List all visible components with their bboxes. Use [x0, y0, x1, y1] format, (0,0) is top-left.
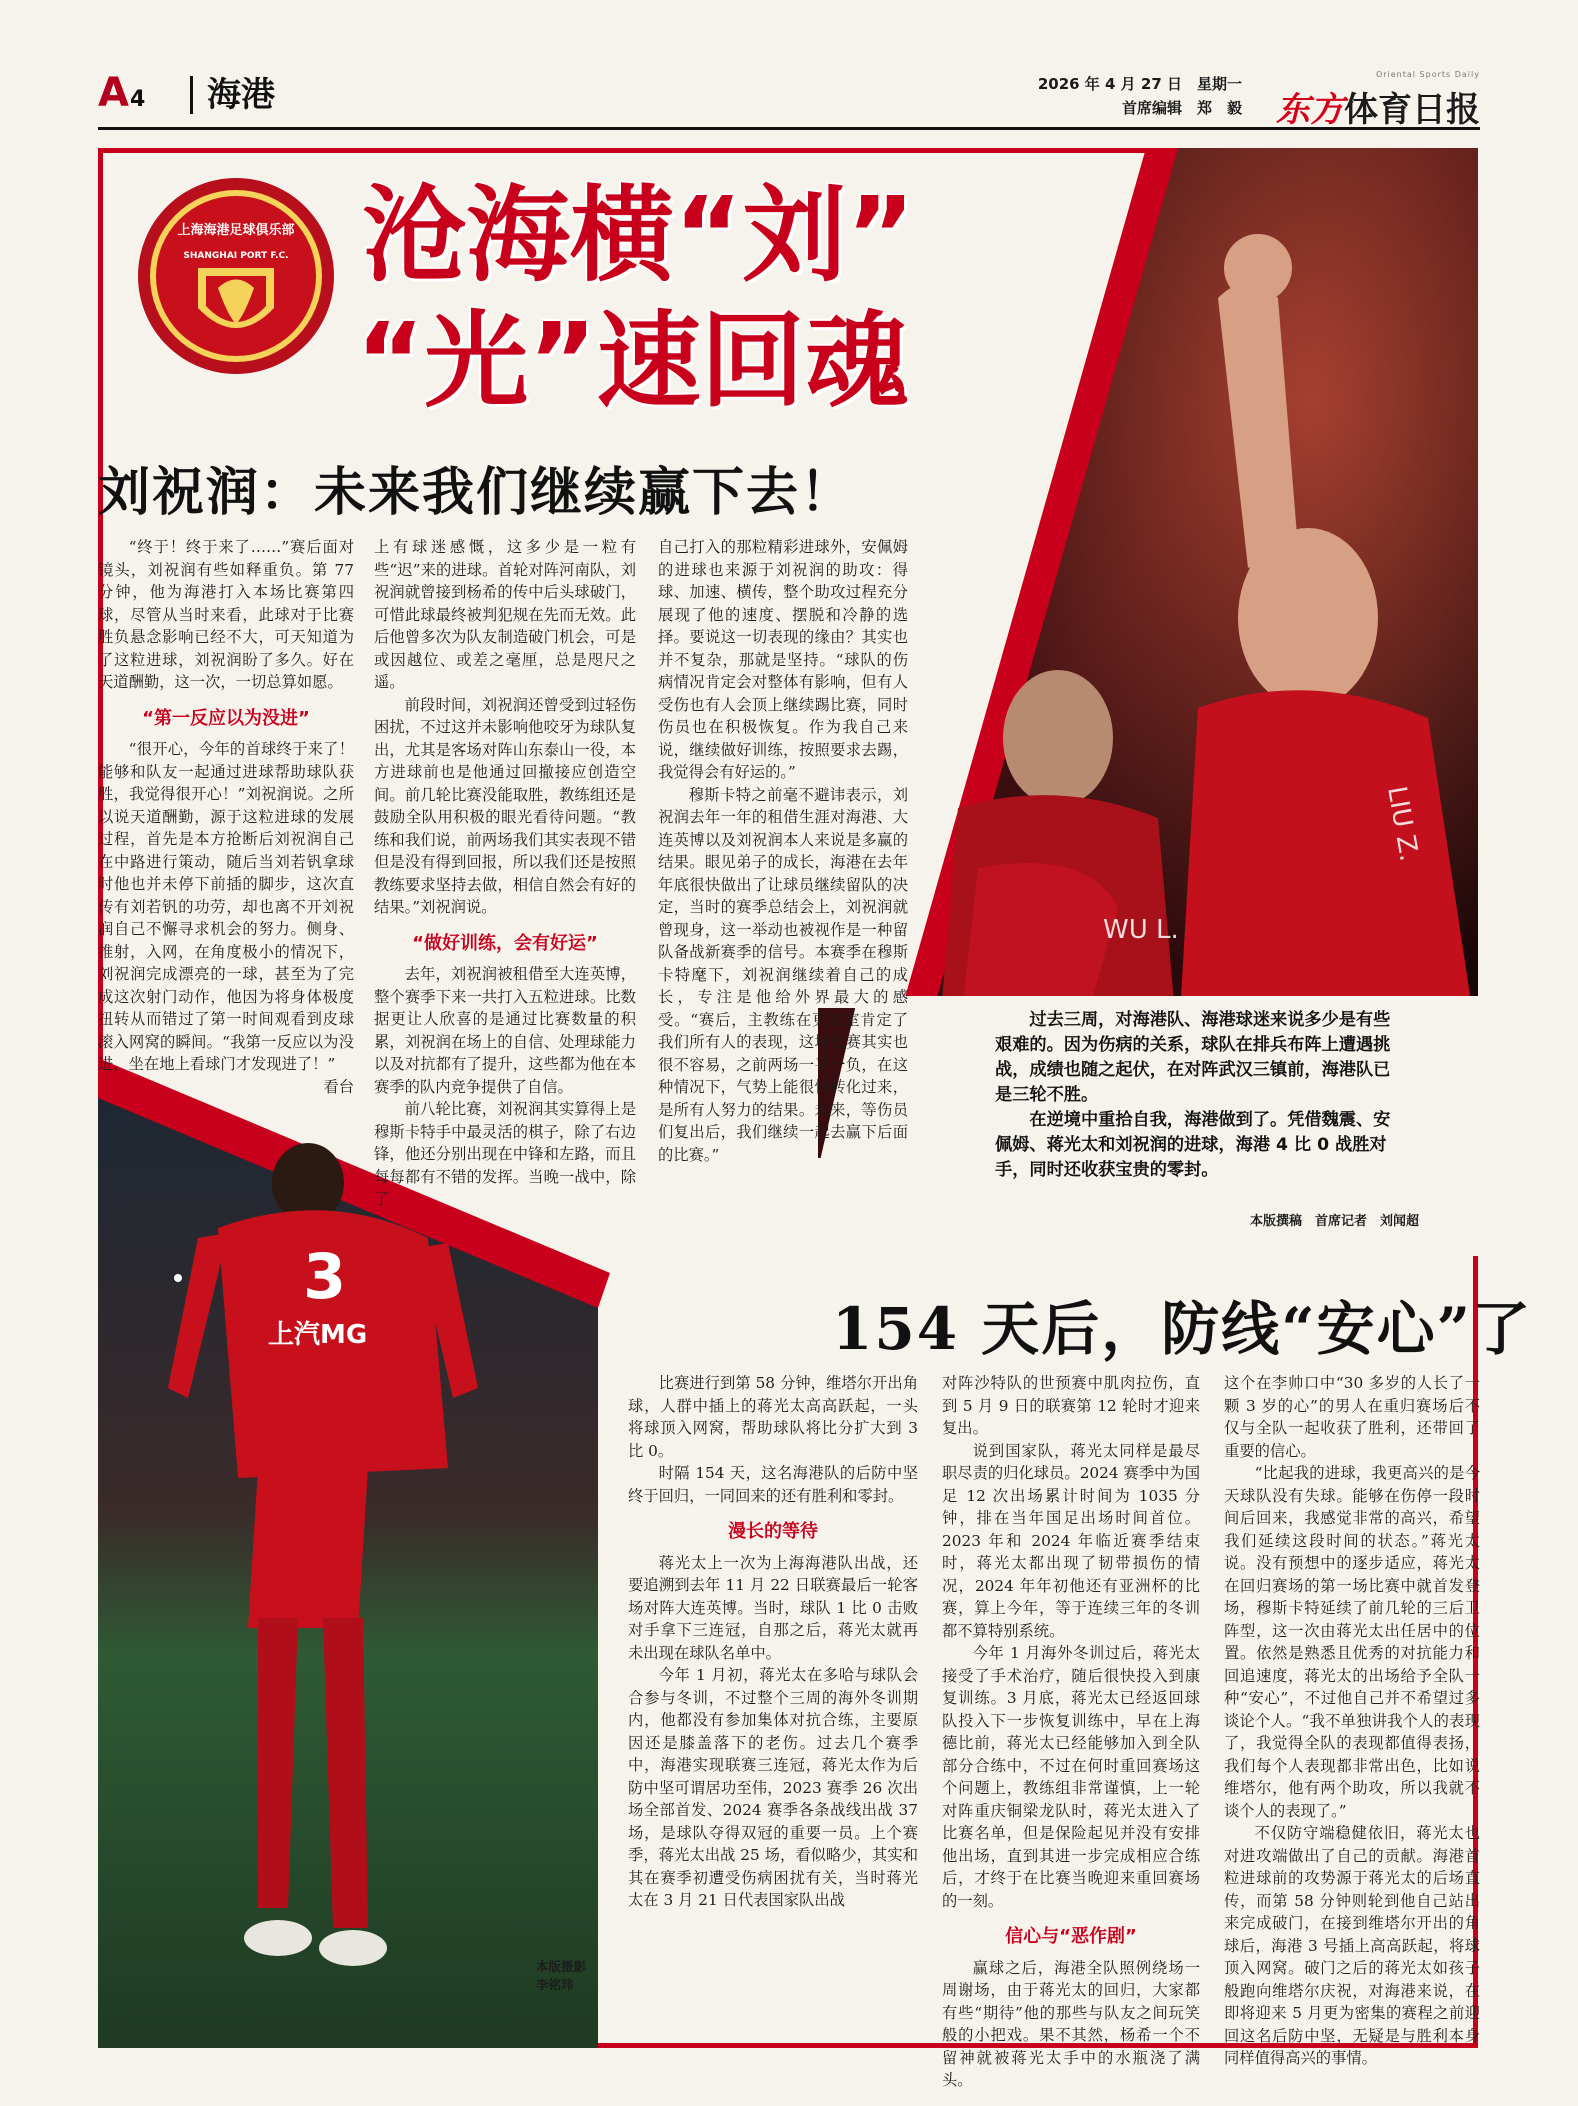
paragraph: 不仅防守端稳健依旧，蒋光太也对进攻端做出了自己的贡献。海港首粒进球前的攻势源于蒋光太的后场直传，而第 58 分钟则轮到他自己站出来完成破门，在接到维塔尔开出的角球后，海港 3 号插上高高跃起，将球顶入网窝。破门之后的蒋光太如孩子般跑向维塔尔庆祝，对海港来说，在即将迎来 5 月更为密集的赛程之前迎回这名后防中坚，无疑是与胜利本身同样值得高兴的事情。: [1224, 1824, 1480, 2067]
svg-text:WU L.: WU L.: [1103, 915, 1179, 945]
intro-box: [995, 1008, 1403, 1183]
paragraph: 蒋光太上一次为上海海港队出战，还要追溯到去年 11 月 22 日联赛最后一轮客场对阵大连英博。当时，球队 1 比 0 击败对手拿下三连冠，自那之后，蒋光太就再未出现在球队名单中。: [628, 1553, 918, 1662]
paragraph: 这个在李帅口中“30 多岁的人长了一颗 3 岁的心”的男人在重归赛场后不仅与全队一起收获了胜利，还带回了重要的信心。: [1224, 1374, 1480, 1460]
paragraph: “比起我的进球，我更高兴的是今天球队没有失球。能够在伤停一段时间后回来，我感觉非常的高兴，希望我们延续这段时间的状态。”蒋光太说。没有预想中的逐步适应，蒋光太在回归赛场的第一场比赛中就首发登场，穆斯卡特延续了前几轮的三后卫阵型，这一次由蒋光太出任居中的位置。依然是熟悉且优秀的对抗能力和回追速度，蒋光太的出场给予全队一种“安心”，不过他自己并不希望过多谈论个人。“我不单独讲我个人的表现了，我觉得全队的表现都值得表扬，我们每个人表现都非常出色，比如说维塔尔，他有两个助攻，所以我就不谈个人的表现了。”: [1224, 1464, 1480, 1820]
svg-text:3: 3: [303, 1240, 347, 1313]
subhead: “第一反应以为没进”: [142, 707, 310, 729]
paragraph: 前八轮比赛，刘祝润其实算得上是穆斯卡特手中最灵活的棋子，除了右边锋，他还分别出现在中锋和左路，而且每每都有不错的发挥。当晚一战中，除了: [374, 1100, 636, 1208]
headline-line-1: 沧海横“刘”: [362, 174, 915, 296]
article2-title: 154 天后，防线“安心”了: [832, 1295, 1532, 1363]
page-number-digit: 4: [129, 87, 145, 112]
article1-title: 刘祝润：未来我们继续赢下去！: [98, 462, 855, 523]
newspaper-logo: [1256, 70, 1480, 130]
badge-bottom-text: SHANGHAI PORT F.C.: [183, 251, 289, 261]
masthead: [98, 68, 1480, 130]
photo-credit-name: 李铭玮: [536, 1977, 574, 1992]
club-badge: [136, 176, 336, 376]
subhead: “做好训练，会有好运”: [412, 932, 598, 954]
logo-chinese: [1276, 82, 1480, 131]
paragraph: 赢球之后，海港全队照例绕场一周谢场，由于蒋光太的回归，大家都有些“期待”他的那些与队友之间玩笑般的小把戏。果不其然，杨希一个不留神就被蒋光太手中的水瓶浇了满头。: [942, 1958, 1200, 2089]
paragraph: 时隔 154 天，这名海港队的后防中坚终于回归，一同回来的还有胜利和零封。: [628, 1464, 918, 1505]
subhead: 漫长的等待: [728, 1521, 818, 1542]
photo-credit-label: 本版摄影: [536, 1959, 587, 1974]
paragraph: 今年 1 月海外冬训过后，蒋光太接受了手术治疗，随后很快投入到康复训练。3 月底，蒋光太已经返回球队投入下一步恢复训练中，早在上海德比前，蒋光太已经能够加入到全队部分合练中，不过在何时重回赛场这个问题上，教练组非常谨慎，上一轮对阵重庆铜梁龙队时，蒋光太进入了比赛名单，但是保险起见并没有安排他出场，直到其进一步完成相应合练后，才终于在比赛当晚迎来重回赛场的一刻。: [942, 1644, 1200, 1910]
page-number: [98, 70, 144, 116]
date-editor-block: [1038, 72, 1242, 120]
paragraph: 今年 1 月初，蒋光太在多哈与球队会合参与冬训，不过整个三周的海外冬训期内，他都没有参加集体对抗合练，主要原因还是膝盖落下的老伤。过去几个赛季中，海港实现联赛三连冠，蒋光太作为后防中坚可谓居功至伟，2023 赛季 26 次出场全部首发、2024 赛季各条战线出战 37 场，是球队夺得双冠的重要一员。上个赛季，蒋光太出战 25 场，看似略少，其实和其在赛季初遭受伤病困扰有关，当时蒋光太在 3 月 21 日代表国家队出战: [628, 1666, 918, 1909]
article1-column-3: [658, 536, 908, 1166]
svg-text:LIU Z.: LIU Z.: [1381, 784, 1424, 864]
article2-column-2: [942, 1372, 1200, 2092]
photo-credit: [536, 1958, 616, 1994]
article2-column-1: [628, 1372, 918, 1912]
intro-paragraph: 过去三周，对海港队、海港球迷来说多少是有些艰难的。因为伤病的关系，球队在排兵布阵上遭遇挑战，成绩也随之起伏，在对阵武汉三镇前，海港队已是三轮不胜。: [995, 1010, 1391, 1105]
paragraph: 自己打入的那粒精彩进球外，安佩姆的进球也来源于刘祝润的助攻：得球、加速、横传，整个助攻过程充分展现了他的速度、摆脱和冷静的选择。要说这一切表现的缘由？其实也并不复杂，那就是坚持。“球队的伤病情况肯定会对整体有影响，但有人受伤也有人会顶上继续踢比赛，同时伤员也在积极恢复。作为我自己来说，继续做好训练，按照要求去踢，我觉得会有好运的。”: [658, 538, 908, 781]
section-title: 海港: [190, 76, 275, 114]
article1-column-2: [374, 536, 636, 1211]
paragraph: “终于！终于来了……”赛后面对镜头，刘祝润有些如释重负。第 77 分钟，他为海港打入本场比赛第四球，尽管从当时来看，此球对于比赛胜负悬念影响已经不大，可天知道为了这粒进球，刘祝润盼了多久。好在天道酬勤，这一次，一切总算如愿。: [98, 538, 354, 691]
article1-column-1: [98, 536, 354, 1098]
chief-editor: 首席编辑 郑 毅: [1121, 99, 1242, 117]
logo-brand: 东方: [1276, 90, 1344, 130]
logo-name: 体育日报: [1344, 90, 1480, 130]
badge-top-text: 上海海港足球俱乐部: [177, 223, 295, 238]
paragraph: 穆斯卡特之前毫不避讳表示，刘祝润去年一年的租借生涯对海港、大连英博以及刘祝润本人来说是多赢的结果。眼见弟子的成长，海港在去年年底很快做出了让球员继续留队的决定，当时的赛季总结会上，刘祝润就曾现身，这一举动也被视作是一种留队备战新赛季的信号。本赛季在穆斯卡特麾下，刘祝润继续着自己的成长，专注是他给外界最大的感受。“赛后，主教练在更衣室肯定了我们所有人的表现，这场比赛其实也很不容易，之前两场一平一负，在这种情况下，气势上能很快转化过来，是所有人努力的结果。未来，等伤员们复出后，我们继续一起去赢下后面的比赛。”: [658, 785, 908, 1164]
issue-date: 2026 年 4 月 27 日 星期一: [1037, 75, 1242, 93]
paragraph: 前段时间，刘祝润还曾受到过轻伤困扰，不过这并未影响他咬牙为球队复出，尤其是客场对阵山东泰山一役，本方进球前也是他通过回撤接应创造空间。前几轮比赛没能取胜，教练组还是鼓励全队用积极的眼光看待问题。“教练和我们说，前两场我们其实表现不错但是没有得到回报，所以我们还是按照教练要求坚持去做，相信自然会有好的结果。”刘祝润说。: [374, 695, 636, 916]
paragraph: 说到国家队，蒋光太同样是最尽职尽责的归化球员。2024 赛季中为国足 12 次出场累计时间为 1035 分钟，排在当年国足出场时间首位。2023 年和 2024 年临近赛季结束时，蒋光太都出现了韧带损伤的情况，2024 年年初他还有亚洲杯的比赛，算上今年，等于连续三年的冬训都不算特别系统。: [942, 1441, 1200, 1640]
paragraph: “很开心，今年的首球终于来了！能够和队友一起通过进球帮助球队获胜，我觉得很开心！”刘祝润说。之所以说天道酬勤，源于这粒进球的发展过程，首先是本方抢断后刘祝润自己在中路进行策动，随后当刘若钒拿球时他也并未停下前插的脚步，这次直传有刘若钒的功劳，却也离不开刘祝润自己不懈寻求机会的努力。侧身、推射，入网，在角度极小的情况下，刘祝润完成漂亮的一球，甚至为了完成这次射门动作，他因为将身体极度扭转从而错过了第一时间观看到皮球滚入网窝的瞬间。“我第一反应以为没进，坐在地上看球门才发现进了！”: [98, 740, 354, 1073]
paragraph: 对阵沙特队的世预赛中肌肉拉伤，直到 5 月 9 日的联赛第 12 轮时才迎来复出。: [942, 1374, 1200, 1437]
subhead: 信心与“恶作剧”: [1005, 1926, 1137, 1947]
logo-english: Oriental Sports Daily: [1375, 70, 1480, 79]
paragraph: 比赛进行到第 58 分钟，维塔尔开出角球，人群中插上的蒋光太高高跃起，一头将球顶入网窝，帮助球队将比分扩大到 3 比 0。: [628, 1374, 918, 1460]
continuation-text: 看台: [323, 1077, 354, 1096]
main-headline: [350, 172, 970, 424]
article2-column-3: [1224, 1372, 1480, 2070]
paragraph: 上有球迷感慨，这多少是一粒有些“迟”来的进球。首轮对阵河南队，刘祝润就曾接到杨希的传中后头球破门，可惜此球最终被判犯规在先而无效。此后他曾多次为队友制造破门机会，可是或因越位、或差之毫厘，总是咫尺之遥。: [374, 538, 636, 691]
headline-line-2: “光”速回魂: [356, 300, 909, 422]
intro-paragraph: 在逆境中重拾自我，海港做到了。凭借魏震、安佩姆、蒋光太和刘祝润的进球，海港 4 比 0 战胜对手，同时还收获宝贵的零封。: [995, 1110, 1391, 1180]
svg-text:上汽MG: 上汽MG: [268, 1320, 368, 1350]
paragraph: 去年，刘祝润被租借至大连英博，整个赛季下来一共打入五粒进球。比数据更让人欣喜的是通过比赛数量的积累，刘祝润在场上的自信、处理球能力以及对抗都有了提升，这些都为他在本赛季的队内竞争提供了自信。: [374, 965, 636, 1096]
page-letter: A: [98, 70, 128, 116]
byline: 本版撰稿 首席记者 刘闻超: [1250, 1214, 1420, 1229]
